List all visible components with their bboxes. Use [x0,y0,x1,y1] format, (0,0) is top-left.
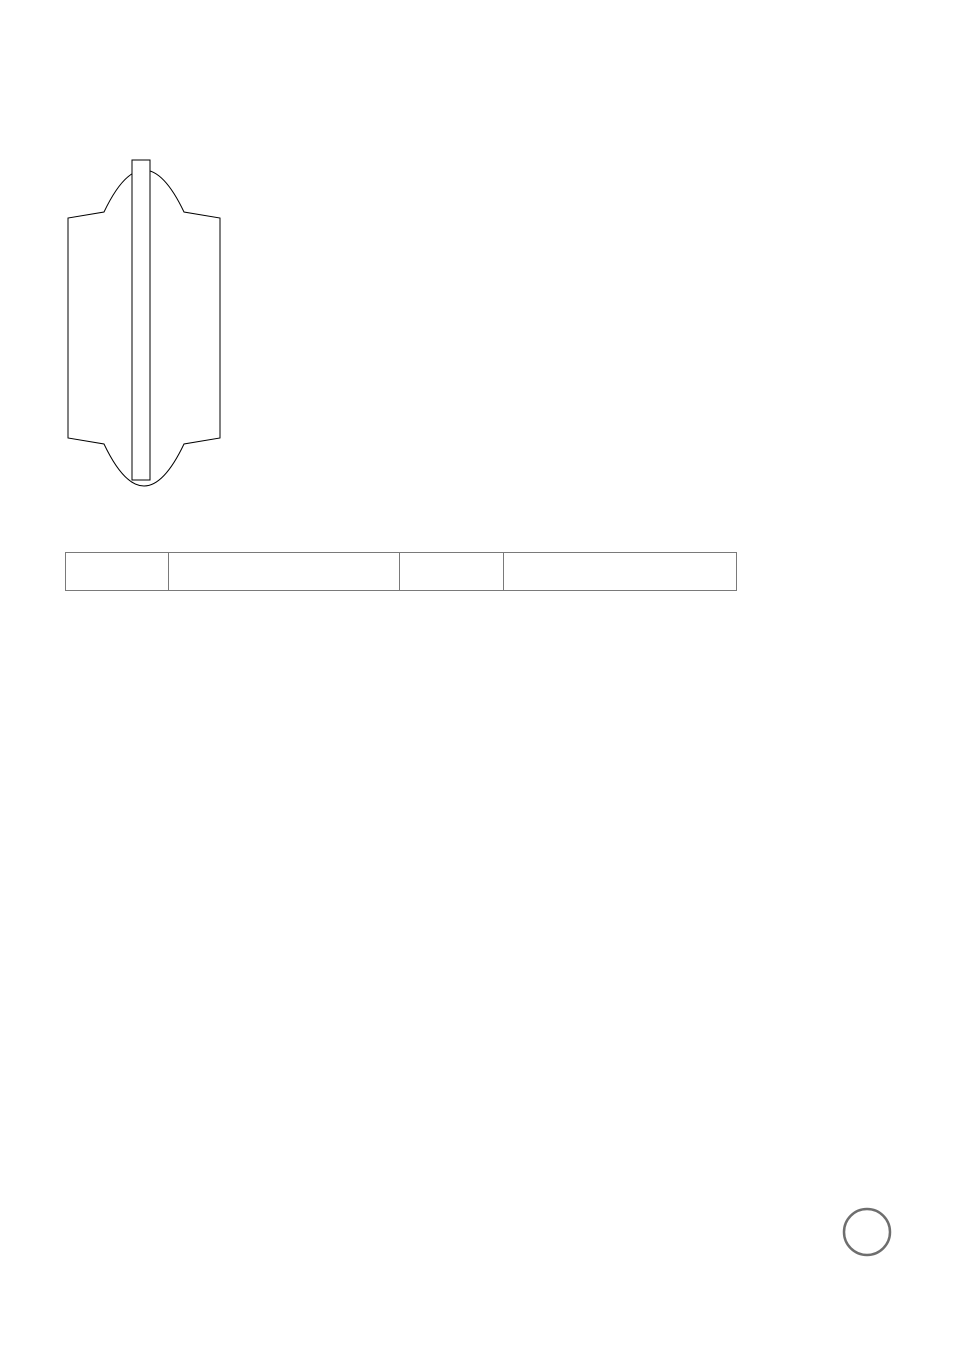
header-pin-a [66,553,169,591]
header-pin-b [400,553,504,591]
receptacle-tongue [132,160,150,480]
header-signal-a [168,553,400,591]
table-header-row [66,553,737,591]
usb-c-pinout-diagram [62,100,232,540]
header-signal-b [504,553,737,591]
pin-signal-table [65,552,737,591]
dell-logo-icon [842,1207,892,1257]
